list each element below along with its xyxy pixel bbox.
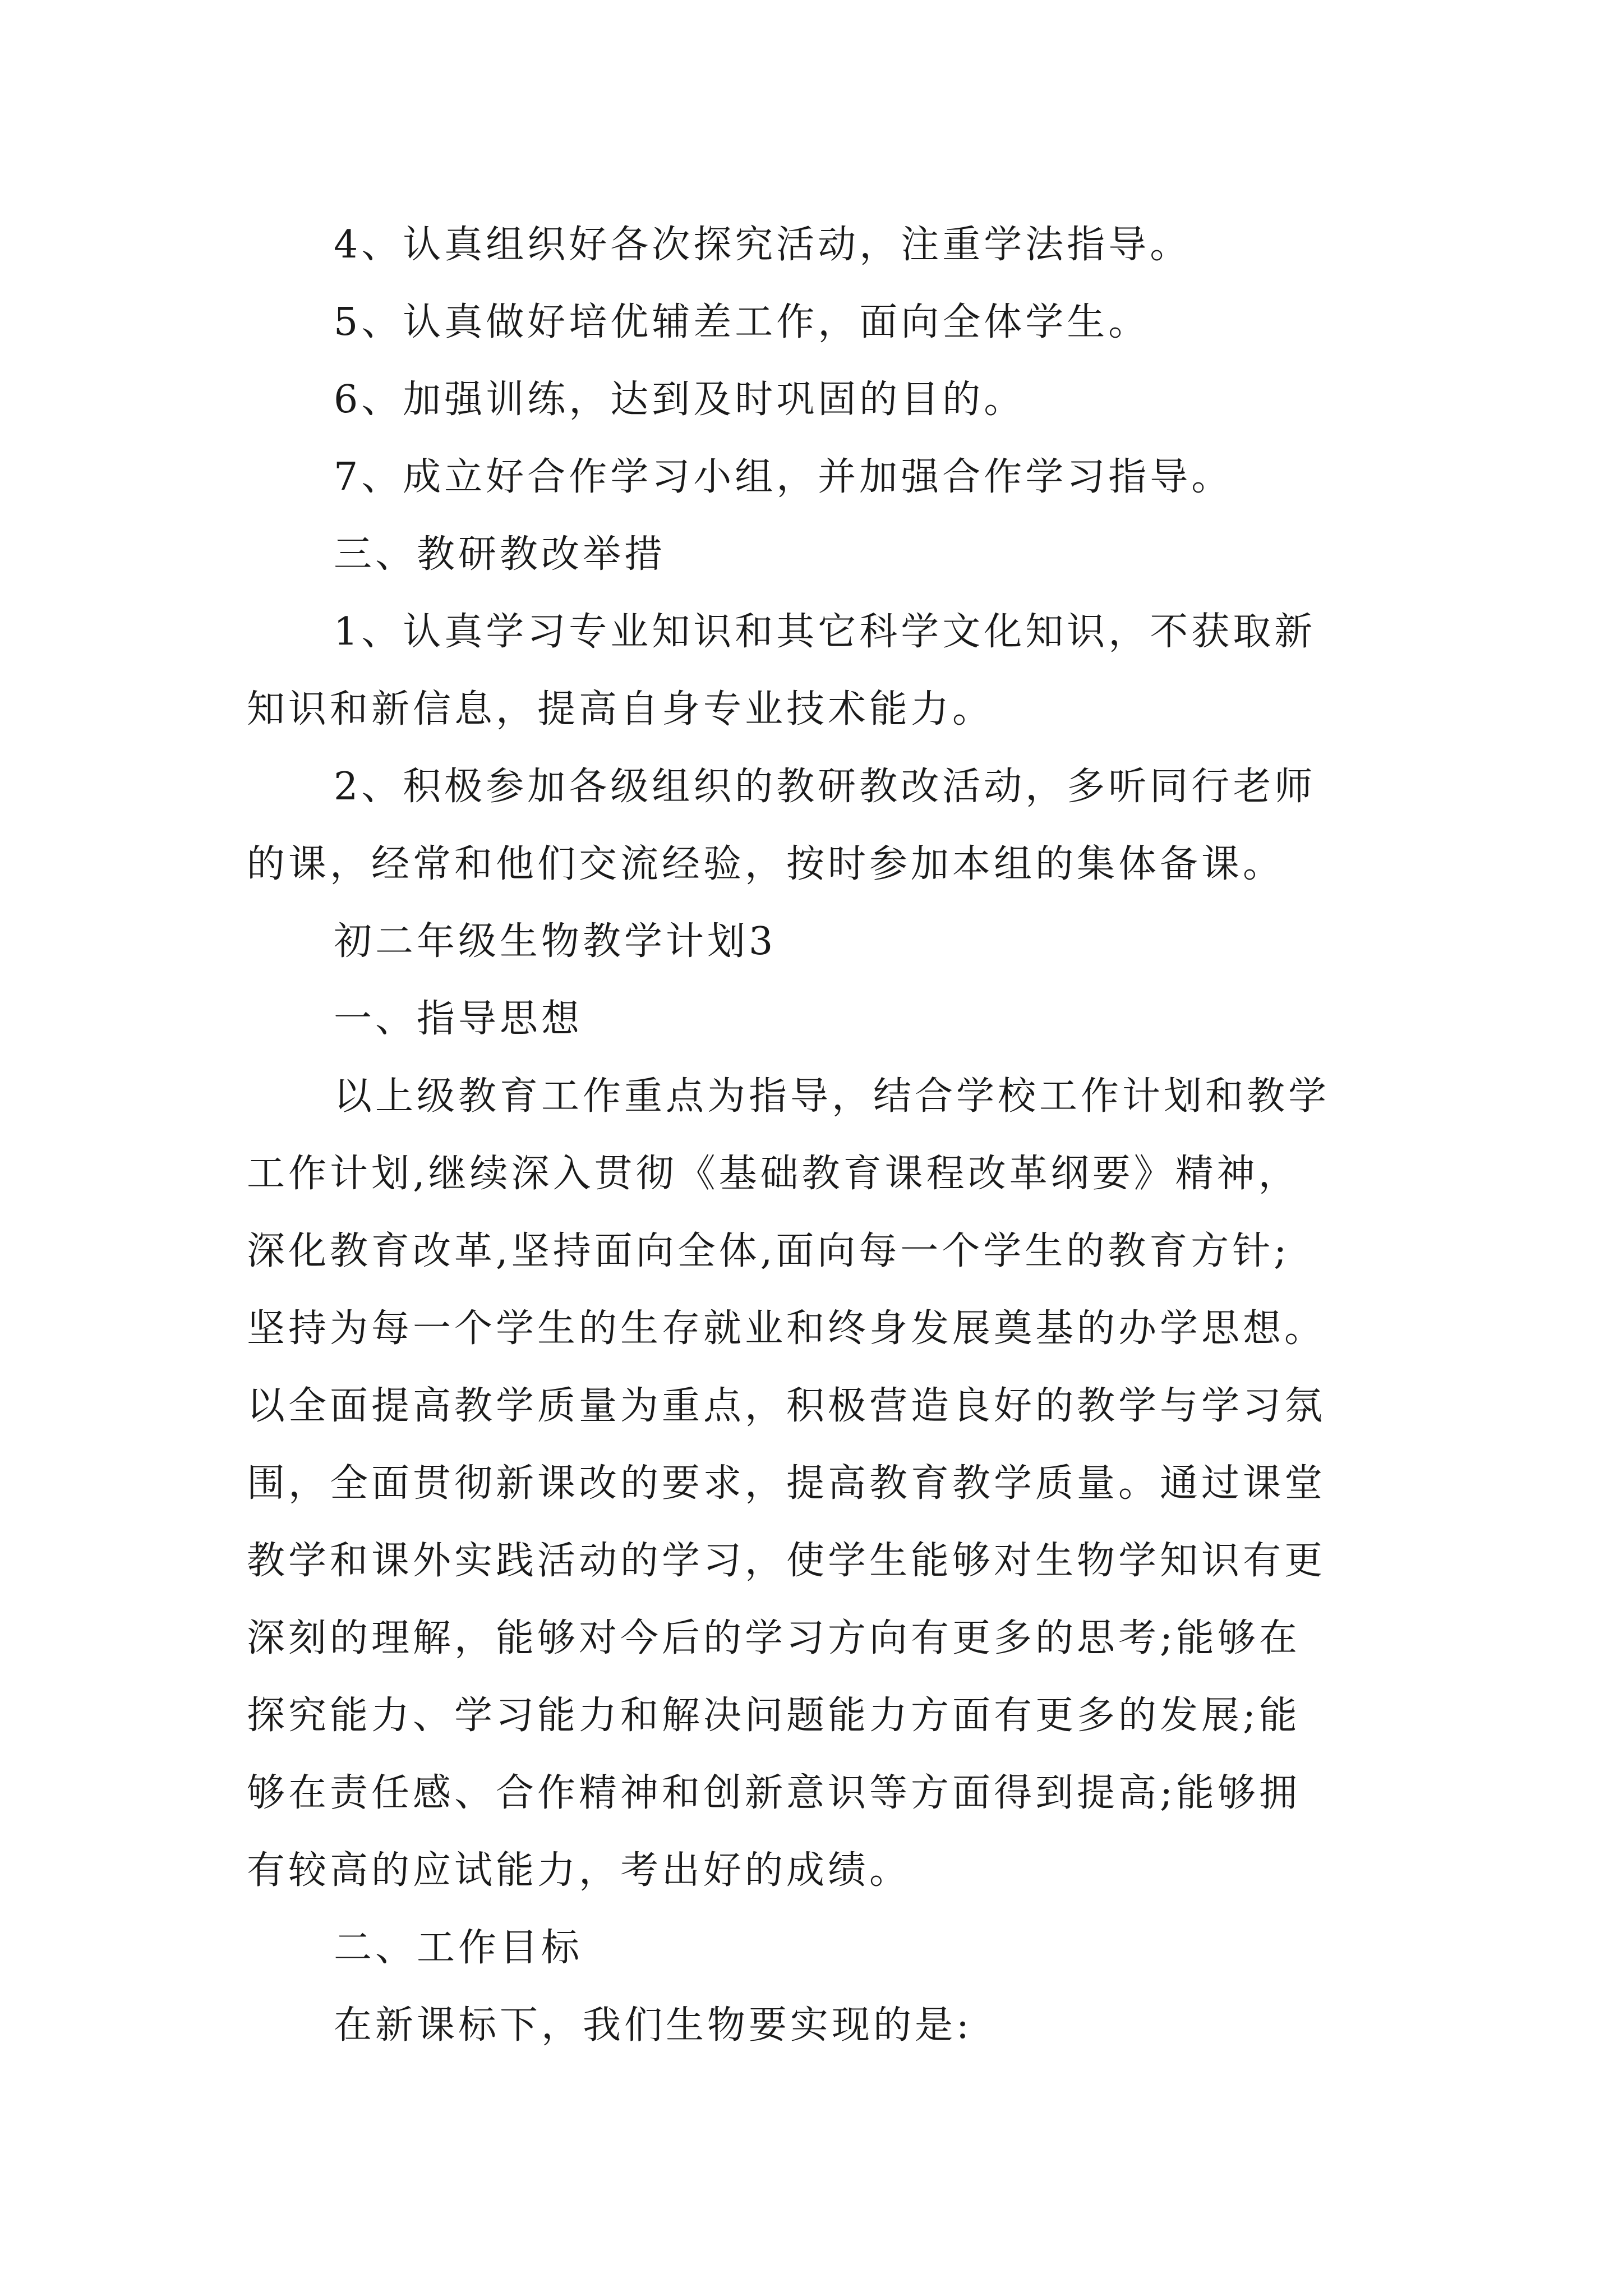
section-heading-work-goals: 二、工作目标: [334, 1926, 583, 1970]
guiding-thought-line-8: 深刻的理解，能够对今后的学习方向有更多的思考;能够在: [247, 1616, 1301, 1660]
list-item-5: 5、认真做好培优辅差工作，面向全体学生。: [334, 300, 1150, 344]
guiding-thought-line-11: 有较高的应试能力，考出好的成绩。: [247, 1848, 911, 1893]
reform-item-1-line-2: 知识和新信息，提高自身专业技术能力。: [247, 687, 994, 731]
guiding-thought-line-1: 以上级教育工作重点为指导，结合学校工作计划和教学: [334, 1074, 1330, 1119]
guiding-thought-line-4: 坚持为每一个学生的生存就业和终身发展奠基的办学思想。: [247, 1306, 1326, 1351]
list-item-4: 4、认真组织好各次探究活动，注重学法指导。: [334, 223, 1192, 267]
reform-item-1-line-1: 1、认真学习专业知识和其它科学文化知识，不获取新: [334, 610, 1316, 654]
reform-item-2-line-1: 2、积极参加各级组织的教研教改活动，多听同行老师: [334, 765, 1316, 809]
guiding-thought-line-7: 教学和课外实践活动的学习，使学生能够对生物学知识有更: [247, 1539, 1326, 1583]
reform-item-2-line-2: 的课，经常和他们交流经验，按时参加本组的集体备课。: [247, 842, 1285, 886]
guiding-thought-line-5: 以全面提高教学质量为重点，积极营造良好的教学与学习氛: [247, 1384, 1326, 1428]
section-heading-guiding-thought: 一、指导思想: [334, 997, 583, 1041]
guiding-thought-line-6: 围，全面贯彻新课改的要求，提高教育教学质量。通过课堂: [247, 1461, 1326, 1506]
guiding-thought-line-3: 深化教育改革,坚持面向全体,面向每一个学生的教育方针;: [247, 1229, 1290, 1273]
guiding-thought-line-9: 探究能力、学习能力和解决问题能力方面有更多的发展;能: [247, 1694, 1301, 1738]
work-goals-intro: 在新课标下，我们生物要实现的是:: [334, 2003, 972, 2047]
document-body: [247, 206, 1391, 2064]
list-item-7: 7、成立好合作学习小组，并加强合作学习指导。: [334, 455, 1233, 499]
plan-title: 初二年级生物教学计划3: [334, 919, 777, 964]
list-item-6: 6、加强训练，达到及时巩固的目的。: [334, 378, 1026, 422]
section-heading-reform: 三、教研教改举措: [334, 532, 666, 577]
guiding-thought-line-10: 够在责任感、合作精神和创新意识等方面得到提高;能够拥: [247, 1771, 1301, 1815]
guiding-thought-line-2: 工作计划,继续深入贯彻《基础教育课程改革纲要》精神，: [247, 1152, 1300, 1196]
